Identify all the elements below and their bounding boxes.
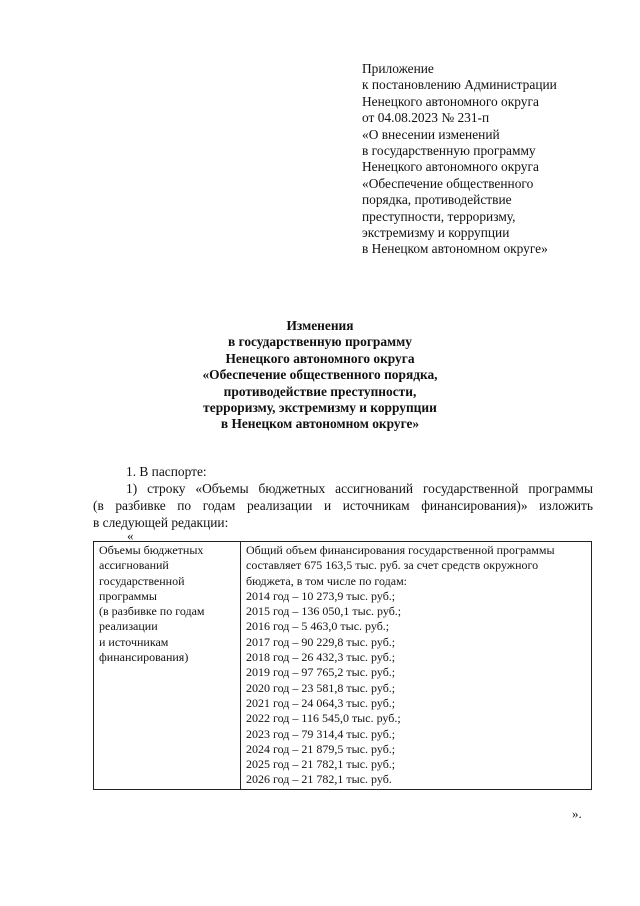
year-line: 2019 год – 97 765,2 тыс. руб.;	[246, 665, 396, 680]
appendix-line: «Обеспечение общественного	[362, 175, 534, 191]
appendix-line: в государственную программу	[362, 143, 536, 159]
sub-item-1-paragraph	[93, 480, 593, 531]
title-line: «Обеспечение общественного порядка,	[202, 367, 438, 383]
intro-line: бюджета, в том числе по годам:	[246, 573, 408, 588]
appendix-line: порядка, противодействие	[362, 192, 512, 208]
title-line: в Ненецком автономном округе»	[220, 416, 420, 432]
appendix-line: Ненецкого автономного округа	[362, 93, 539, 109]
label-line: и источникам	[99, 634, 169, 649]
year-line: 2024 год – 21 879,5 тыс. руб.;	[246, 741, 396, 756]
appendix-line: к постановлению Администрации	[362, 77, 557, 93]
label-line: ассигнований	[99, 558, 169, 573]
appendix-line: Ненецкого автономного округа	[362, 159, 539, 175]
paragraph-line: (в разбивке по годам реализации и источникам финансирования)» изложить	[93, 498, 593, 513]
title-line: в государственную программу	[228, 334, 412, 350]
appendix-header	[362, 61, 622, 258]
value-cell	[241, 542, 592, 790]
opening-quote: «	[127, 528, 134, 543]
appendix-line: экстремизму и коррупции	[362, 225, 510, 241]
year-line: 2014 год – 10 273,9 тыс. руб.;	[246, 588, 396, 603]
title-line: терроризму, экстремизму и коррупции	[203, 400, 437, 416]
title-line: противодействие преступности,	[223, 383, 417, 399]
year-line: 2026 год – 21 782,1 тыс. руб.	[246, 772, 392, 787]
appendix-line: от 04.08.2023 № 231-п	[362, 110, 490, 126]
intro-line: Общий объем финансирования государственной программы	[246, 543, 555, 557]
year-line: 2017 год – 90 229,8 тыс. руб.;	[246, 634, 396, 649]
year-line: 2022 год – 116 545,0 тыс. руб.;	[246, 711, 401, 726]
item-1-heading: 1. В паспорте:	[126, 464, 207, 479]
label-line: программы	[99, 588, 157, 603]
title-line: Изменения	[286, 318, 354, 333]
label-line: реализации	[99, 619, 158, 634]
intro-line: составляет 675 163,5 тыс. руб. за счет средств окружного	[246, 558, 539, 573]
year-line: 2021 год – 24 064,3 тыс. руб.;	[246, 695, 396, 710]
label-line: (в разбивке по годам	[99, 604, 205, 619]
year-line: 2018 год – 26 432,3 тыс. руб.;	[246, 650, 396, 665]
label-line: финансирования)	[99, 650, 189, 665]
appendix-line: «О внесении изменений	[362, 126, 500, 142]
paragraph-line: 1) строку «Объемы бюджетных ассигнований государственной программы	[126, 481, 593, 496]
appendix-line: в Ненецком автономном округе»	[362, 241, 548, 257]
closing-quote: ».	[572, 806, 582, 821]
passport-table	[93, 541, 592, 790]
appendix-line: преступности, терроризму,	[362, 208, 516, 224]
year-line: 2025 год – 21 782,1 тыс. руб.;	[246, 757, 396, 772]
label-cell	[94, 542, 241, 790]
year-line: 2016 год – 5 463,0 тыс. руб.;	[246, 619, 390, 634]
table-row	[94, 542, 592, 790]
label-line: Объемы бюджетных	[99, 543, 204, 557]
title-line: Ненецкого автономного округа	[225, 350, 415, 366]
document-title	[0, 318, 640, 433]
paragraph-line: в следующей редакции:	[93, 515, 229, 530]
year-line: 2023 год – 79 314,4 тыс. руб.;	[246, 726, 396, 741]
year-line: 2020 год – 23 581,8 тыс. руб.;	[246, 680, 396, 695]
year-line: 2015 год – 136 050,1 тыс. руб.;	[246, 604, 402, 619]
label-line: государственной	[99, 573, 185, 588]
appendix-line: Приложение	[362, 61, 434, 76]
